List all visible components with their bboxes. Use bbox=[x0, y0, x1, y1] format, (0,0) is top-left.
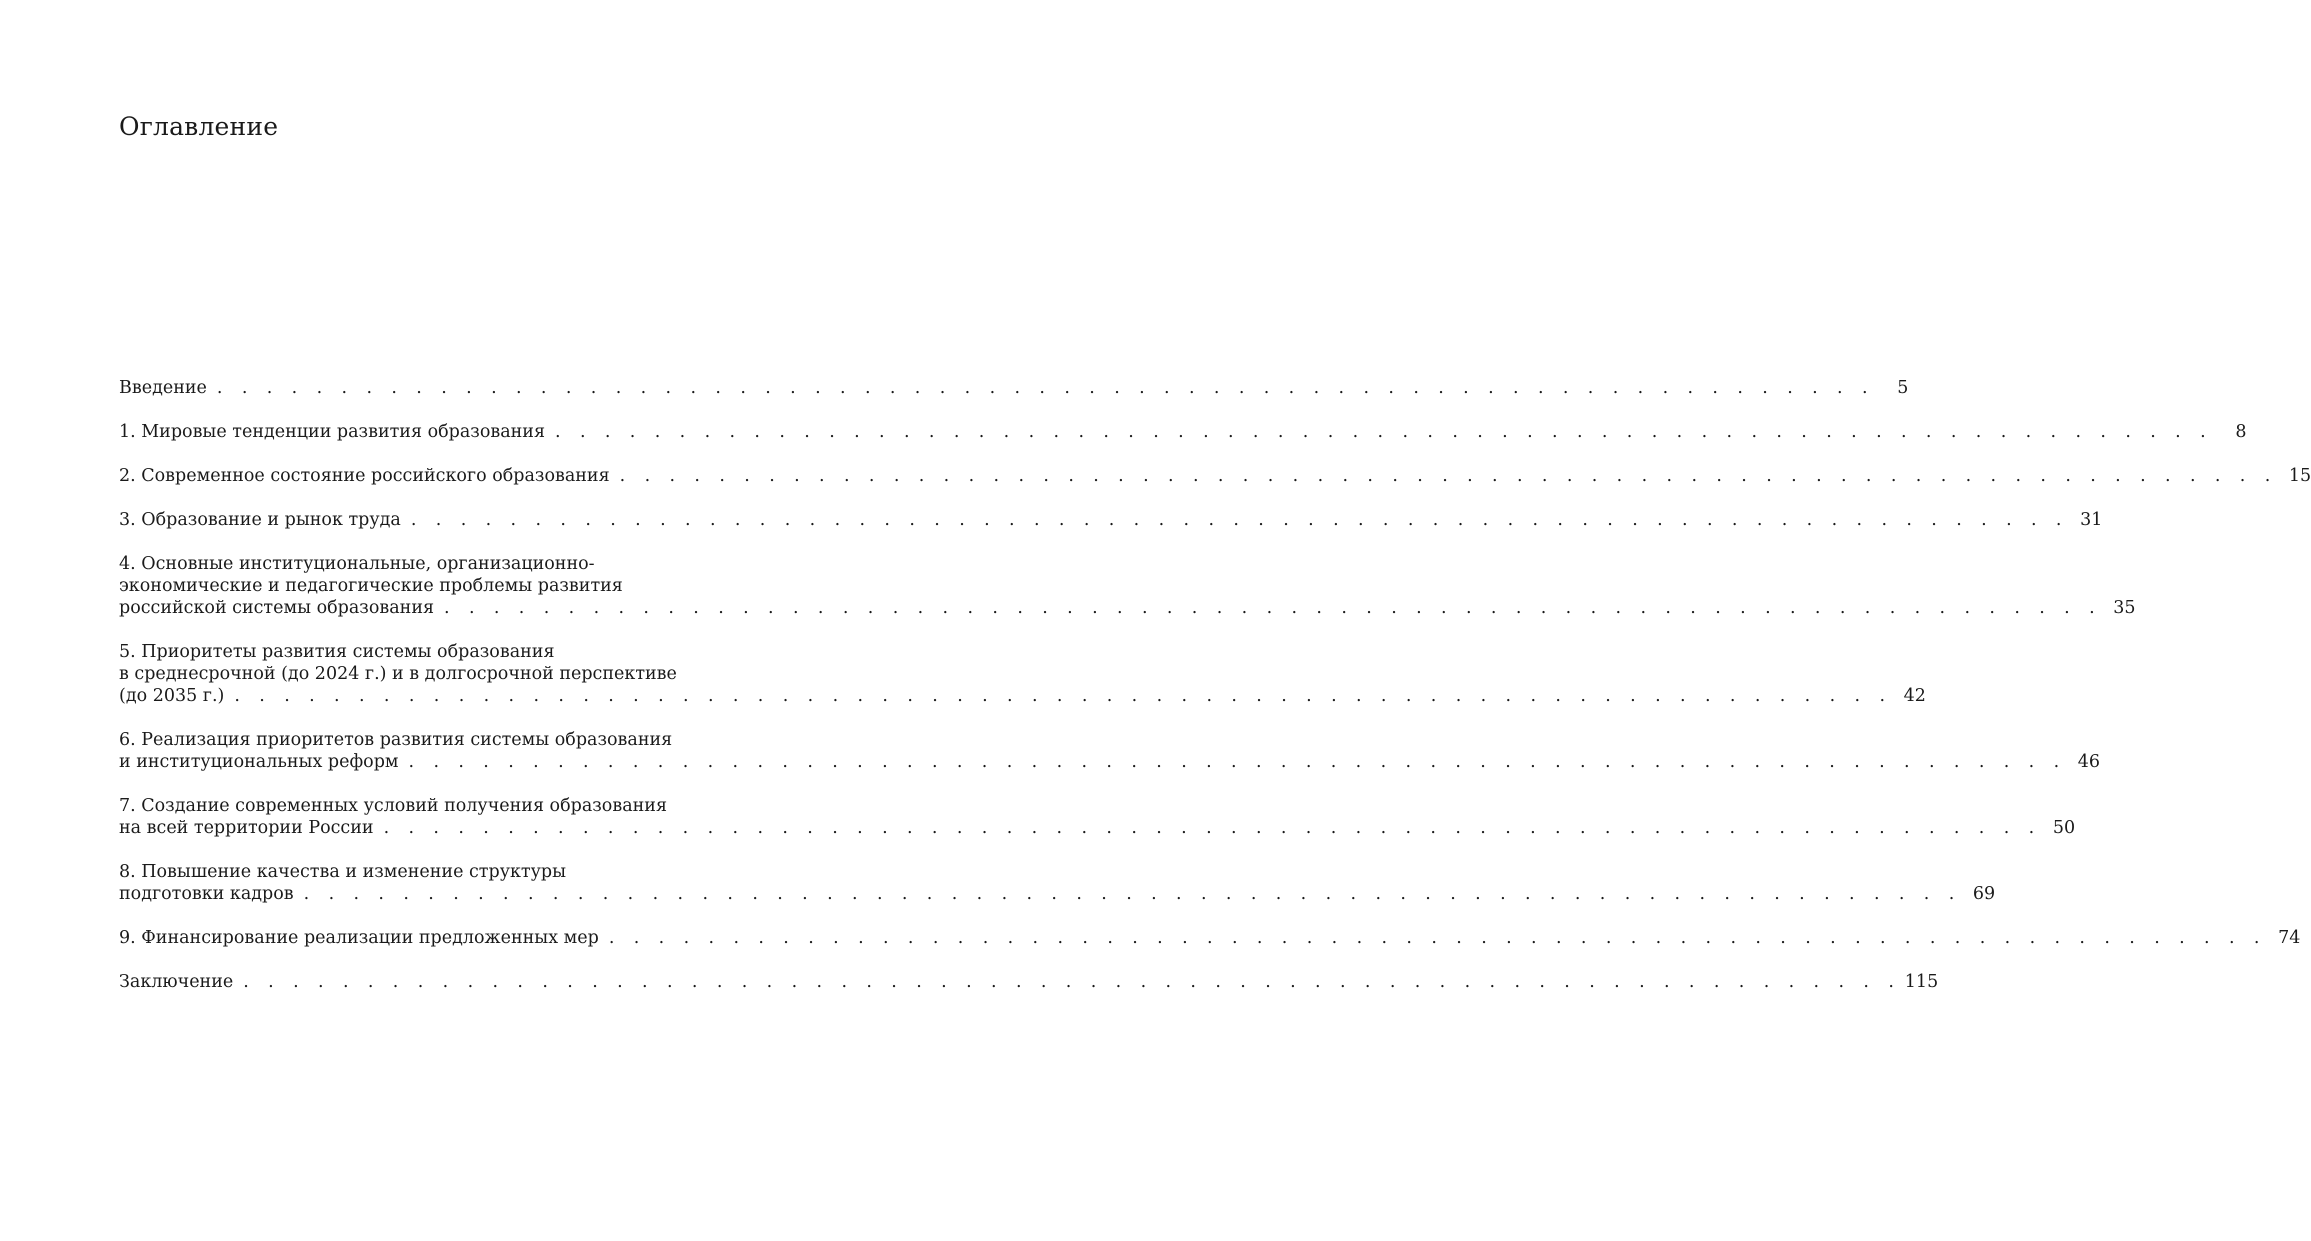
toc-page-number: 8 bbox=[2235, 422, 2247, 442]
toc-page-number: 50 bbox=[2052, 818, 2076, 838]
dot-leader: . . . . . . . . . . . . . . . . . . . . . . . . . . . . . . . . . . . . . . . . . . . . . . . . . . . . . . . . . . . . . . . . . . . bbox=[619, 466, 2278, 486]
toc-entry-title: Введение bbox=[119, 378, 207, 398]
toc-entry-title-line: российской системы образования bbox=[119, 598, 435, 618]
toc-page-number: 15 bbox=[2288, 466, 2311, 486]
toc-entry-chapter-8[interactable] bbox=[119, 861, 1996, 905]
toc-entry-chapter-3[interactable] bbox=[119, 509, 2103, 531]
toc-page-number: 31 bbox=[2080, 510, 2103, 530]
toc-entry-title: 9. Финансирование реализации предложенных мер bbox=[119, 928, 599, 948]
toc-entry-title-line: 4. Основные институциональные, организационно- bbox=[119, 554, 595, 574]
toc-entry-title-line: подготовки кадров bbox=[119, 884, 294, 904]
toc-entry-title: 1. Мировые тенденции развития образования bbox=[119, 422, 546, 442]
toc-entry-title-line: в среднесрочной (до 2024 г.) и в долгосрочной перспективе bbox=[119, 664, 677, 684]
toc-entry-chapter-5[interactable] bbox=[119, 641, 1926, 707]
toc-entry-title-line: экономические и педагогические проблемы развития bbox=[119, 576, 623, 596]
page-title: Оглавление bbox=[119, 112, 279, 141]
toc-entry-title-line: 5. Приоритеты развития системы образования bbox=[119, 642, 555, 662]
toc-entry-title-line: (до 2035 г.) bbox=[119, 686, 225, 706]
dot-leader: . . . . . . . . . . . . . . . . . . . . . . . . . . . . . . . . . . . . . . . . . . . . . . . . . . . . . . . . . . . . . . . . . . . bbox=[234, 686, 1892, 706]
toc-entry-title: Заключение bbox=[119, 972, 234, 992]
toc-page-number: 74 bbox=[2278, 928, 2301, 948]
dot-leader: . . . . . . . . . . . . . . . . . . . . . . . . . . . . . . . . . . . . . . . . . . . . . . . . . . . . . . . . . . . . . . . . . . . bbox=[410, 510, 2069, 530]
toc-page-number: 69 bbox=[1972, 884, 1996, 904]
toc-entry-chapter-7[interactable] bbox=[119, 795, 2076, 839]
toc-entry-chapter-6[interactable] bbox=[119, 729, 2101, 773]
toc-entry-title: 2. Современное состояние российского образования bbox=[119, 466, 610, 486]
toc-entry-title-line: на всей территории России bbox=[119, 818, 374, 838]
dot-leader: . . . . . . . . . . . . . . . . . . . . . . . . . . . . . . . . . . . . . . . . . . . . . . . . . . . . . . . . . . . . . . . . . . . bbox=[444, 598, 2102, 618]
toc-entry-title: 3. Образование и рынок труда bbox=[119, 510, 401, 530]
toc-entry-chapter-1[interactable] bbox=[119, 421, 2247, 443]
toc-entry-chapter-4[interactable] bbox=[119, 553, 2136, 619]
dot-leader: . . . . . . . . . . . . . . . . . . . . . . . . . . . . . . . . . . . . . . . . . . . . . . . . . . . . . . . . . . . . . . . . . . . bbox=[408, 752, 2067, 772]
table-of-contents bbox=[119, 377, 2311, 1015]
dot-leader: . . . . . . . . . . . . . . . . . . . . . . . . . . . . . . . . . . . . . . . . . . . . . . . . . . . . . . . . . . . . . . . . . . . bbox=[555, 422, 2213, 442]
dot-leader: . . . . . . . . . . . . . . . . . . . . . . . . . . . . . . . . . . . . . . . . . . . . . . . . . . . . . . . . . . . . . . . . . . . bbox=[303, 884, 1962, 904]
toc-page-number: 5 bbox=[1897, 378, 1909, 398]
toc-entry-title-line: и институциональных реформ bbox=[119, 752, 399, 772]
toc-entry-chapter-9[interactable] bbox=[119, 927, 2301, 949]
toc-entry-title-line: 6. Реализация приоритетов развития системы образования bbox=[119, 730, 673, 750]
toc-entry-conclusion[interactable] bbox=[119, 971, 1939, 993]
dot-leader: . . . . . . . . . . . . . . . . . . . . . . . . . . . . . . . . . . . . . . . . . . . . . . . . . . . . . . . . . . . . . . . . . . . bbox=[216, 378, 1875, 398]
dot-leader: . . . . . . . . . . . . . . . . . . . . . . . . . . . . . . . . . . . . . . . . . . . . . . . . . . . . . . . . . . . . . . . . . . . bbox=[243, 972, 1901, 992]
toc-entry-introduction[interactable] bbox=[119, 377, 1909, 399]
dot-leader: . . . . . . . . . . . . . . . . . . . . . . . . . . . . . . . . . . . . . . . . . . . . . . . . . . . . . . . . . . . . . . . . . . . bbox=[608, 928, 2267, 948]
toc-page-number: 35 bbox=[2113, 598, 2136, 618]
toc-page-number: 42 bbox=[1903, 686, 1926, 706]
toc-page-number: 115 bbox=[1904, 972, 1939, 992]
toc-page-number: 46 bbox=[2077, 752, 2101, 772]
toc-entry-title-line: 8. Повышение качества и изменение структуры bbox=[119, 862, 567, 882]
dot-leader: . . . . . . . . . . . . . . . . . . . . . . . . . . . . . . . . . . . . . . . . . . . . . . . . . . . . . . . . . . . . . . . . . . . bbox=[383, 818, 2042, 838]
toc-entry-chapter-2[interactable] bbox=[119, 465, 2311, 487]
toc-entry-title-line: 7. Создание современных условий получения образования bbox=[119, 796, 667, 816]
